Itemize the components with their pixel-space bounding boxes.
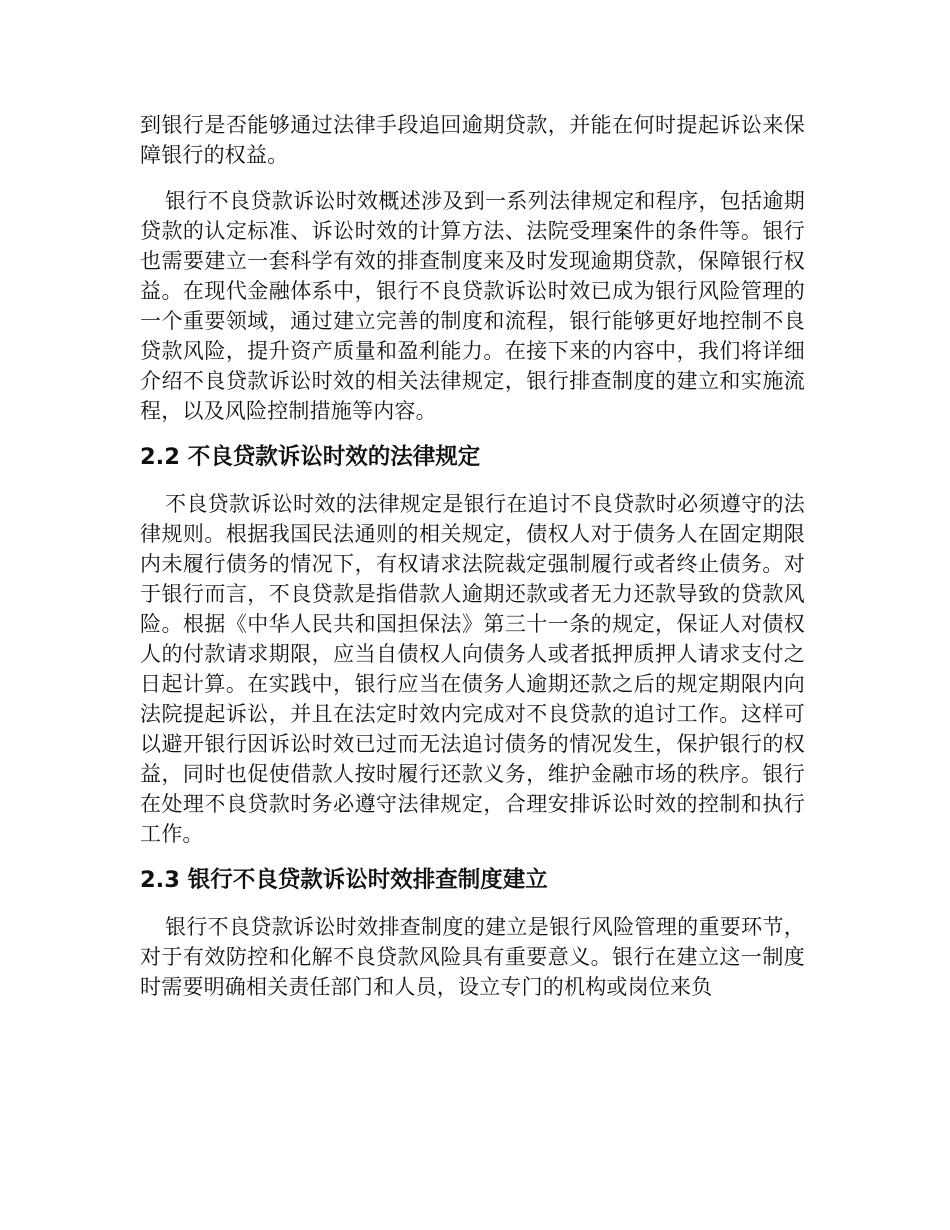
intro-paragraph-overview: 银行不良贷款诉讼时效概述涉及到一系列法律规定和程序，包括逾期贷款的认定标准、诉讼时效的计算方法、法院受理案件的条件等。银行也需要建立一套科学有效的排查制度来及时发现逾期贷款，保障银行权益。在现代金融体系中，银行不良贷款诉讼时效已成为银行风险管理的一个重要领域，通过建立完善的制度和流程，银行能够更好地控制不良贷款风险，提升资产质量和盈利能力。在接下来的内容中，我们将详细介绍不良贷款诉讼时效的相关法律规定，银行排查制度的建立和实施流程，以及风险控制措施等内容。 (140, 189, 805, 423)
section-heading-2-2: 2.2 不良贷款诉讼时效的法律规定 (140, 444, 481, 470)
intro-paragraph-continued: 到银行是否能够通过法律手段追回逾期贷款，并能在何时提起诉讼来保障银行的权益。 (140, 113, 805, 167)
section-2-3-paragraph: 银行不良贷款诉讼时效排查制度的建立是银行风险管理的重要环节，对于有效防控和化解不良贷款风险具有重要意义。银行在建立这一制度时需要明确相关责任部门和人员，设立专门的机构或岗位来负 (140, 915, 805, 999)
section-2-2-paragraph: 不良贷款诉讼时效的法律规定是银行在追讨不良贷款时必须遵守的法律规则。根据我国民法通则的相关规定，债权人对于债务人在固定期限内未履行债务的情况下，有权请求法院裁定强制履行或者终止债务。对于银行而言，不良贷款是指借款人逾期还款或者无力还款导致的贷款风险。根据《中华人民共和国担保法》第三十一条的规定，保证人对债权人的付款请求期限，应当自债权人向债务人或者抵押质押人请求支付之日起计算。在实践中，银行应当在债务人逾期还款之后的规定期限内向法院提起诉讼，并且在法定时效内完成对不良贷款的追讨工作。这样可以避开银行因诉讼时效已过而无法追讨债务的情况发生，保护银行的权益，同时也促使借款人按时履行还款义务，维护金融市场的秩序。银行在处理不良贷款时务必遵守法律规定，合理安排诉讼时效的控制和执行工作。 (140, 492, 805, 846)
document-page (140, 110, 805, 1018)
section-heading-2-3: 2.3 银行不良贷款诉讼时效排查制度建立 (140, 867, 548, 893)
